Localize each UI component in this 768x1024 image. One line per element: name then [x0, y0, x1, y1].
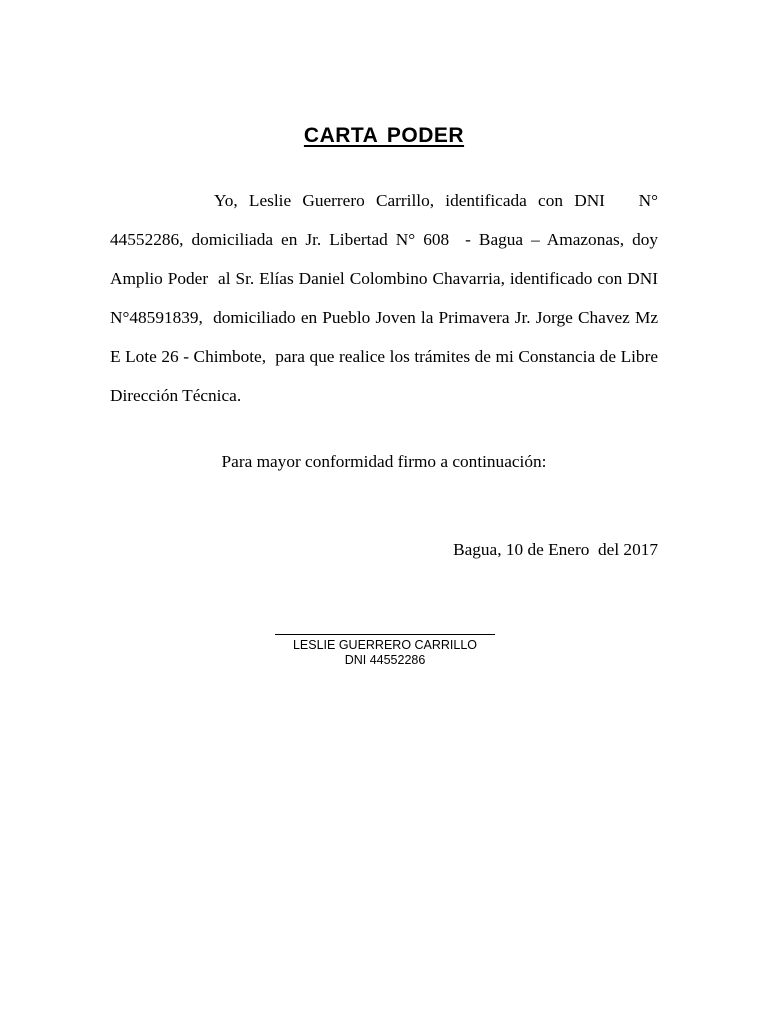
closing-statement: Para mayor conformidad firmo a continuación: — [221, 452, 547, 471]
body-paragraph: Yo, Leslie Guerrero Carrillo, identificada con DNI N° 44552286, domiciliada en Jr. Libertad N° 608 - Bagua – Amazonas, doy Amplio Poder al Sr. Elías Daniel Colombino Chavarria, identificado con DNI N°48591839, domiciliado en Pueblo Joven la Primavera Jr. Jorge Chavez Mz E Lote 26 - Chimbote, para que realice los trámites de mi Constancia de Libre Dirección Técnica. — [110, 191, 663, 405]
document-title: CARTA PODER — [303, 124, 465, 147]
signer-dni: DNI 44552286 — [344, 653, 426, 667]
date-line: Bagua, 10 de Enero del 2017 — [453, 540, 658, 559]
signature-line — [275, 634, 495, 635]
signer-name: LESLIE GUERRERO CARRILLO — [292, 638, 478, 652]
signature-block — [275, 634, 495, 668]
